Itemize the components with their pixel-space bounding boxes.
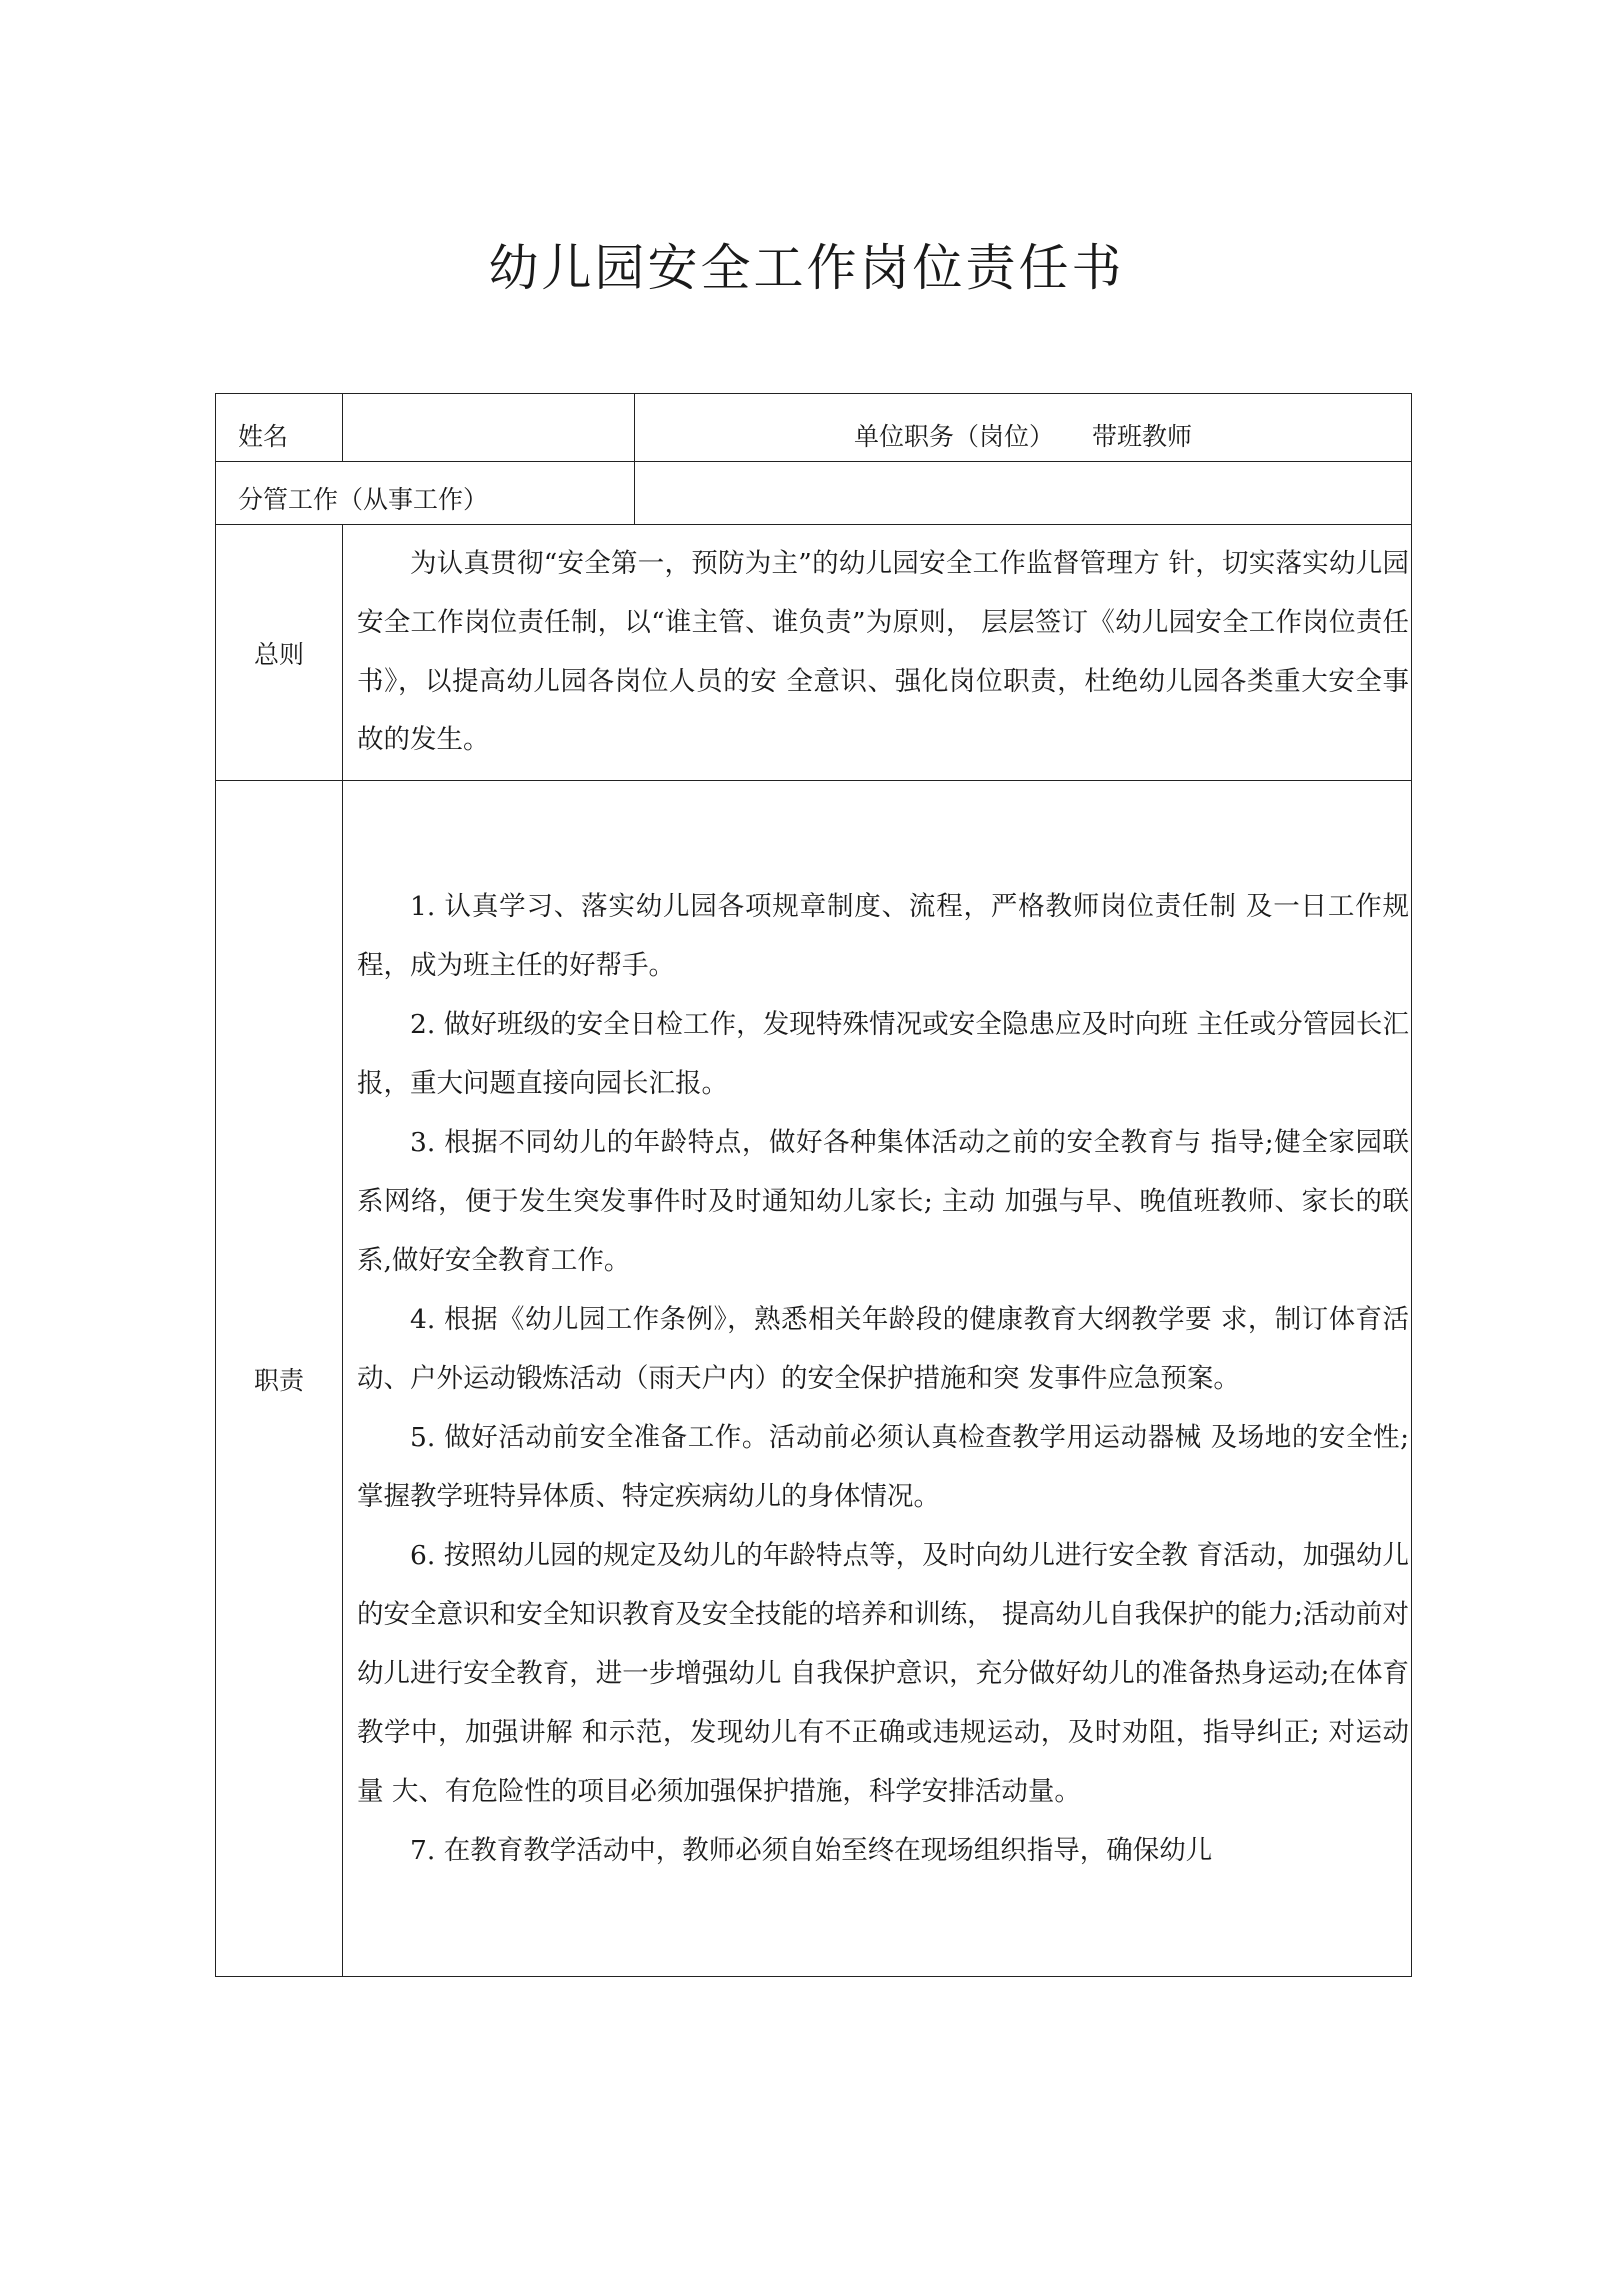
- duty-item: 7. 在教育教学活动中，教师必须自始至终在现场组织指导，确保幼儿: [410, 1835, 1213, 1866]
- duty-item: 4. 根据《幼儿园工作条例》，熟悉相关年龄段的健康教育大纲教学要 求，制订体育活动、户外运动锻炼活动（雨天户内）的安全保护措施和突 发事件应急预案。: [357, 1304, 1409, 1394]
- duties-content: [343, 781, 1412, 1977]
- duty-item: 3. 根据不同幼儿的年龄特点，做好各种集体活动之前的安全教育与 指导;健全家园联系网络，便于发生突发事件时及时通知幼儿家长; 主动 加强与早、晚值班教师、家长的联系,做好安全教育工作。: [357, 1127, 1409, 1276]
- work-value-cell[interactable]: [635, 462, 1412, 525]
- name-value-cell[interactable]: [343, 394, 635, 462]
- duties-label: 职责: [216, 781, 343, 1977]
- position-value: 带班教师: [1091, 422, 1192, 451]
- duty-item: 2. 做好班级的安全日检工作，发现特殊情况或安全隐患应及时向班 主任或分管园长汇报，重大问题直接向园长汇报。: [357, 1009, 1409, 1099]
- duties-row: [216, 781, 1412, 1977]
- name-row: [216, 394, 1412, 462]
- general-content: [343, 525, 1412, 781]
- duty-item: 6. 按照幼儿园的规定及幼儿的年龄特点等，及时向幼儿进行安全教 育活动，加强幼儿的安全意识和安全知识教育及安全技能的培养和训练， 提高幼儿自我保护的能力;活动前对幼儿进行安全教育，进一步增强幼儿 自我保护意识，充分做好幼儿的准备热身运动;在体育教学中，加强讲解 和示范，发现幼儿有不正确或违规运动，及时劝阻，指导纠正; 对运动量 大、有危险性的项目必须加强保护措施，科学安排活动量。: [357, 1540, 1409, 1807]
- position-label: 单位职务（岗位）: [854, 422, 1055, 451]
- general-row: [216, 525, 1412, 781]
- work-label: 分管工作（从事工作）: [216, 462, 635, 525]
- responsibility-form-table: [215, 393, 1412, 1977]
- duty-item: 1. 认真学习、落实幼儿园各项规章制度、流程，严格教师岗位责任制 及一日工作规程，成为班主任的好帮手。: [357, 891, 1409, 981]
- page-title: 幼儿园安全工作岗位责任书: [488, 239, 1125, 297]
- work-row: [216, 462, 1412, 525]
- general-paragraph: 为认真贯彻“安全第一，预防为主”的幼儿园安全工作监督管理方 针，切实落实幼儿园安全工作岗位责任制，以“谁主管、谁负责”为原则， 层层签订《幼儿园安全工作岗位责任书》，以提高幼儿园各岗位人员的安 全意识、强化岗位职责，杜绝幼儿园各类重大安全事故的发生。: [357, 548, 1409, 756]
- name-label: 姓名: [216, 394, 343, 462]
- general-label: 总则: [216, 525, 343, 781]
- duty-item: 5. 做好活动前安全准备工作。活动前必须认真检查教学用运动器械 及场地的安全性;掌握教学班特异体质、特定疾病幼儿的身体情况。: [357, 1422, 1409, 1512]
- position-cell: [635, 394, 1412, 462]
